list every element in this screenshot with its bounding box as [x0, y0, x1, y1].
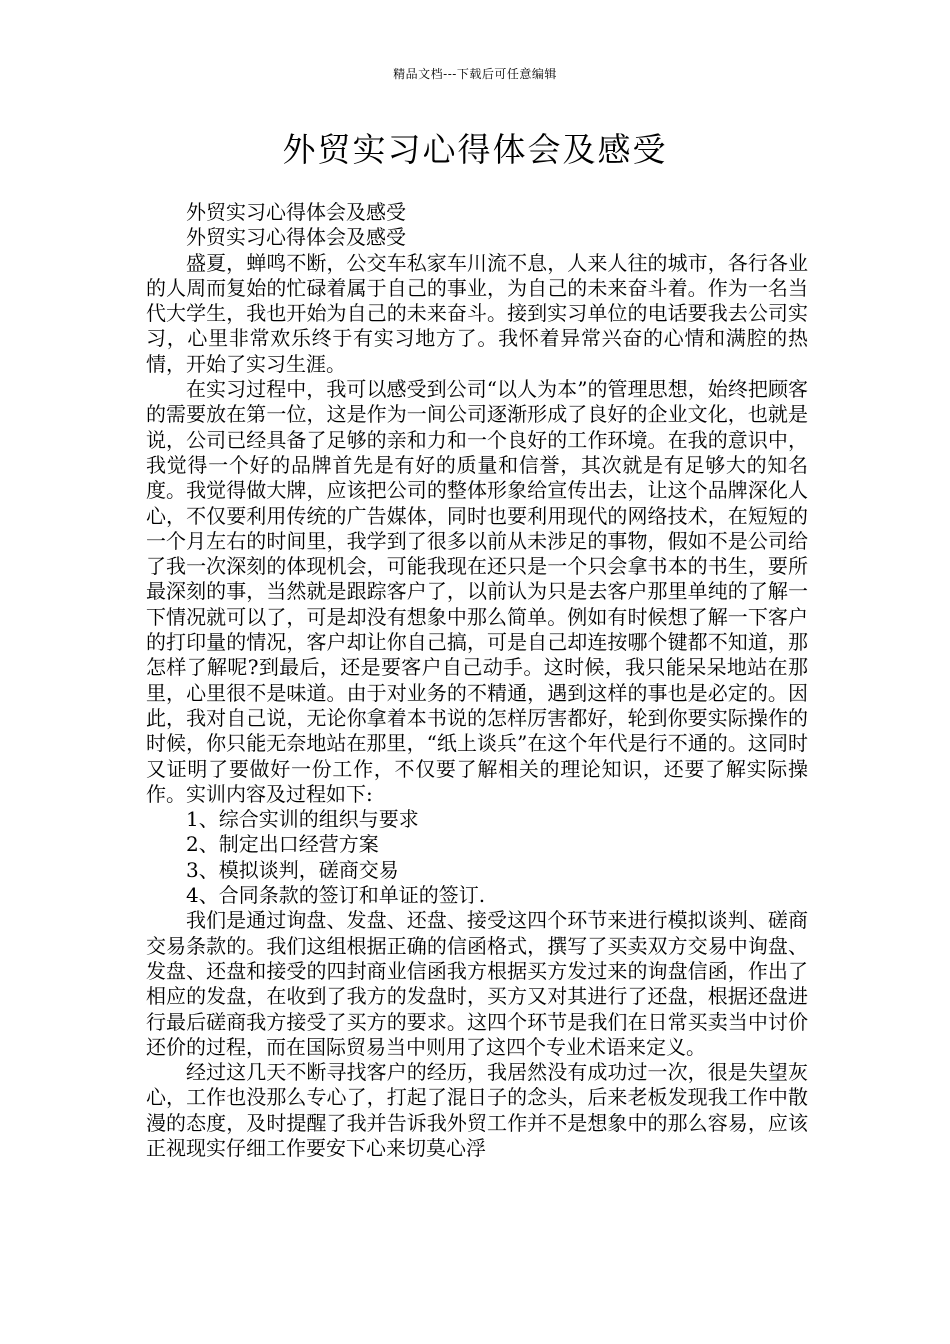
list-item-1: 1、综合实训的组织与要求 [186, 807, 419, 832]
list-item-3: 3、模拟谈判，磋商交易 [186, 857, 399, 882]
paragraph-intro: 盛夏，蝉鸣不断，公交车私家车川流不息，人来人往的城市，各行各业的人周而复始的忙碌着属于自己的事业，为自己的未来奋斗着。作为一名当代大学生，我也开始为自己的未来奋斗。接到实习单位的电话要我去公司实习，心里非常欢乐终于有实习地方了。我怀着异常兴奋的心情和满腔的热情，开始了实习生涯。 [146, 250, 808, 376]
paragraph-negotiation: 我们是通过询盘、发盘、还盘、接受这四个环节来进行模拟谈判、磋商交易条款的。我们这组根据正确的信函格式，撰写了买卖双方交易中询盘、发盘、还盘和接受的四封商业信函我方根据买方发过来的询盘信函，作出了相应的发盘，在收到了我方的发盘时，买方又对其进行了还盘，根据还盘进行最后磋商我方接受了买方的要求。这四个环节是我们在日常买卖当中讨价还价的过程，而在国际贸易当中则用了这四个专业术语来定义。 [146, 908, 808, 1059]
paragraph-subtitle-1: 外贸实习心得体会及感受 [186, 200, 406, 224]
document-title: 外贸实习心得体会及感受 [282, 130, 668, 169]
list-item-4: 4、合同条款的签订和单证的签订. [186, 883, 486, 908]
paragraph-experience: 经过这几天不断寻找客户的经历，我居然没有成功过一次，很是失望灰心，工作也没那么专心了，打起了混日子的念头，后来老板发现我工作中散漫的态度，及时提醒了我并告诉我外贸工作并不是想象中的那么容易，应该正视现实仔细工作要安下心来切莫心浮 [146, 1060, 808, 1160]
list-item-2: 2、制定出口经营方案 [186, 832, 379, 857]
paragraph-internship-process: 在实习过程中，我可以感受到公司“以人为本”的管理思想，始终把顾客的需要放在第一位，这是作为一间公司逐渐形成了良好的企业文化，也就是说，公司已经具备了足够的亲和力和一个良好的工作环境。在我的意识中，我觉得一个好的品牌首先是有好的质量和信誉，其次就是有足够大的知名度。我觉得做大牌，应该把公司的整体形象给宣传出去，让这个品牌深化人心，不仅要利用传统的广告媒体，同时也要利用现代的网络技术，在短短的一个月左右的时间里，我学到了很多以前从未涉足的事物，假如不是公司给了我一次深刻的体现机会，可能我现在还只是一个只会拿书本的书生，要所最深刻的事，当然就是跟踪客户了，以前认为只是去客户那里单纯的了解一下情况就可以了，可是却没有想象中那么简单。例如有时候想了解一下客户的打印量的情况，客户却让你自己搞，可是自己却连按哪个键都不知道，那怎样了解呢?到最后，还是要客户自己动手。这时候，我只能呆呆地站在那里，心里很不是味道。由于对业务的不精通，遇到这样的事也是必定的。因此，我对自己说，无论你拿着本书说的怎样厉害都好，轮到你要实际操作的时候，你只能无奈地站在那里，“纸上谈兵”在这个年代是行不通的。这同时又证明了要做好一份工作，不仅要了解相关的理论知识，还要了解实际操作。实训内容及过程如下: [146, 377, 808, 806]
document-body [146, 200, 808, 1161]
header-note: 精品文档---下载后可任意编辑 [393, 67, 557, 81]
paragraph-subtitle-2: 外贸实习心得体会及感受 [186, 225, 406, 250]
